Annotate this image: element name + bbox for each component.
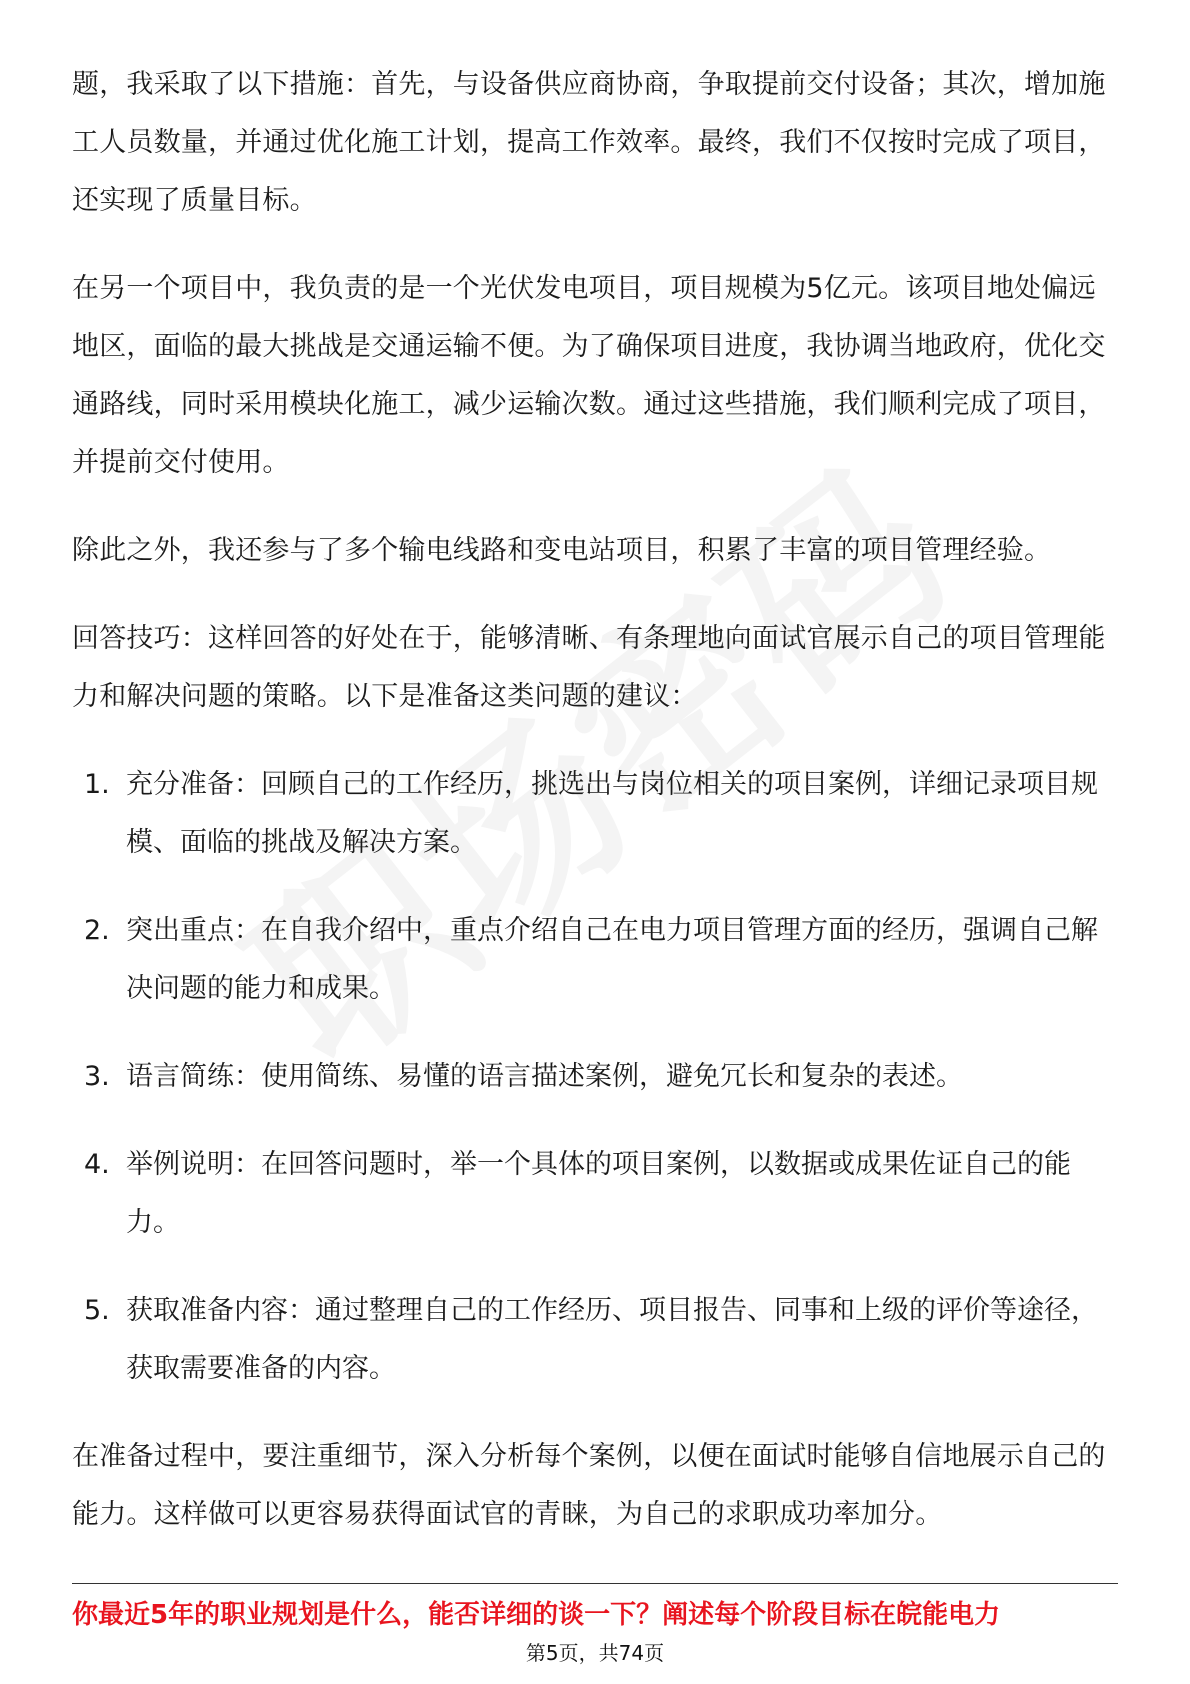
paragraph-4: 回答技巧：这样回答的好处在于，能够清晰、有条理地向面试官展示自己的项目管理能力和解决问题的策略。以下是准备这类问题的建议： bbox=[72, 623, 1106, 712]
paragraph-2: 在另一个项目中，我负责的是一个光伏发电项目，项目规模为5亿元。该项目地处偏远地区，面临的最大挑战是交通运输不便。为了确保项目进度，我协调当地政府，优化交通路线，同时采用模块化施工，减少运输次数。通过这些措施，我们顺利完成了项目，并提前交付使用。 bbox=[72, 273, 1106, 478]
list-number: 4. bbox=[84, 1149, 110, 1180]
list-number: 5. bbox=[84, 1295, 110, 1326]
page-footer: 第5页，共74页 bbox=[525, 1641, 665, 1665]
paragraph-1: 题，我采取了以下措施：首先，与设备供应商协商，争取提前交付设备；其次，增加施工人员数量，并通过优化施工计划，提高工作效率。最终，我们不仅按时完成了项目，还实现了质量目标。 bbox=[72, 69, 1106, 216]
section-divider bbox=[72, 1583, 1118, 1584]
tips-list bbox=[72, 756, 1118, 1398]
list-text: 语言简练：使用简练、易懂的语言描述案例，避免冗长和复杂的表述。 bbox=[126, 1061, 963, 1092]
list-item bbox=[72, 1282, 1118, 1398]
list-number: 3. bbox=[84, 1061, 110, 1092]
list-number: 1. bbox=[84, 769, 110, 800]
closing-paragraph: 在准备过程中，要注重细节，深入分析每个案例，以便在面试时能够自信地展示自己的能力。这样做可以更容易获得面试官的青睐，为自己的求职成功率加分。 bbox=[72, 1441, 1106, 1530]
list-text: 充分准备：回顾自己的工作经历，挑选出与岗位相关的项目案例，详细记录项目规模、面临的挑战及解决方案。 bbox=[126, 769, 1098, 858]
paragraph-3: 除此之外，我还参与了多个输电线路和变电站项目，积累了丰富的项目管理经验。 bbox=[72, 535, 1052, 566]
list-item bbox=[72, 1136, 1118, 1252]
list-item bbox=[72, 902, 1118, 1018]
list-item bbox=[72, 756, 1118, 872]
list-item bbox=[72, 1048, 1118, 1106]
list-text: 突出重点：在自我介绍中，重点介绍自己在电力项目管理方面的经历，强调自己解决问题的能力和成果。 bbox=[126, 915, 1098, 1004]
list-text: 获取准备内容：通过整理自己的工作经历、项目报告、同事和上级的评价等途径，获取需要准备的内容。 bbox=[126, 1295, 1098, 1384]
next-question-heading: 你最近5年的职业规划是什么，能否详细的谈一下？阐述每个阶段目标在皖能电力 bbox=[72, 1600, 1001, 1630]
list-number: 2. bbox=[84, 915, 110, 946]
page-content bbox=[72, 56, 1118, 1574]
list-text: 举例说明：在回答问题时，举一个具体的项目案例，以数据或成果佐证自己的能力。 bbox=[126, 1149, 1071, 1238]
